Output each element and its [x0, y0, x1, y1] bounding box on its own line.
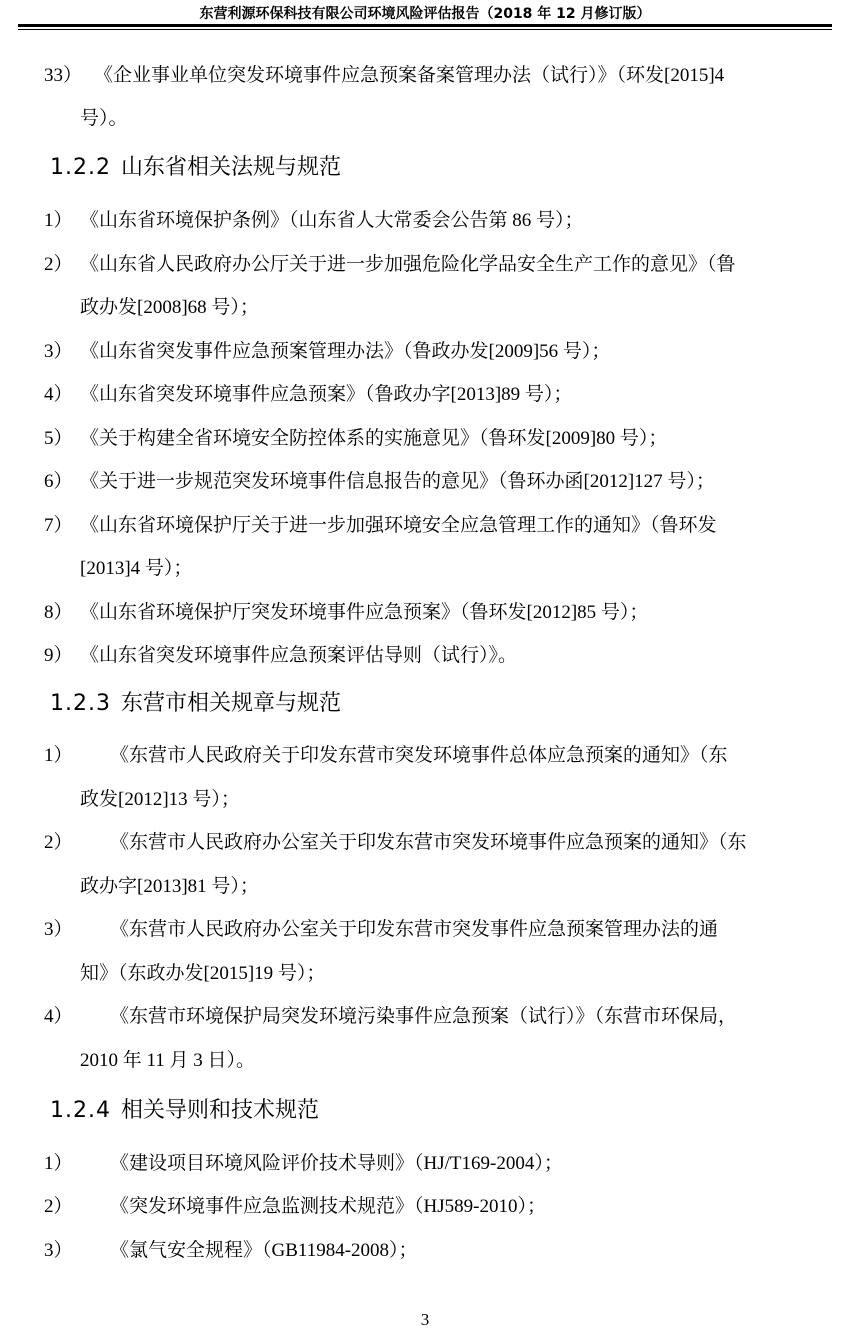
section-heading [50, 690, 341, 718]
list-item-text: 《山东省环境保护条例》（山东省人大常委会公告第 86 号）； [80, 210, 584, 231]
list-item-text: 《突发环境事件应急监测技术规范》（HJ589-2010）； [110, 1196, 546, 1217]
list-item-number: 33） [44, 65, 83, 86]
header-title: 东营利源环保科技有限公司环境风险评估报告（2018 年 12 月修订版） [199, 6, 651, 22]
list-item-text-continued: 2010 年 11 月 3 日）。 [80, 1050, 256, 1071]
page-number: 3 [420, 1310, 430, 1329]
section-number: 1.2.3 [50, 691, 111, 716]
list-item-text: 《东营市环境保护局突发环境污染事件应急预案（试行）》（东营市环保局， [110, 1006, 738, 1027]
list-item-text-continued: [2013]4 号）； [80, 558, 193, 579]
list-item-number: 3） [44, 919, 73, 940]
list-item-text: 《关于进一步规范突发环境事件信息报告的意见》（鲁环办函[2012]127 号）； [80, 471, 715, 492]
section-title: 相关导则和技术规范 [120, 1098, 319, 1123]
list-item-number: 1） [44, 745, 73, 766]
list-item-text: 《山东省突发事件应急预案管理办法》（鲁政办发[2009]56 号）； [80, 341, 611, 362]
list-item-number: 1） [44, 210, 73, 231]
list-item-number: 6） [44, 471, 73, 492]
list-item-number: 1） [44, 1153, 73, 1174]
list-item-text: 《建设项目环境风险评价技术导则》（HJ/T169-2004）； [110, 1153, 563, 1174]
section-number: 1.2.4 [50, 1098, 111, 1123]
section-number: 1.2.2 [50, 155, 111, 180]
list-item-number: 4） [44, 1006, 73, 1027]
list-item-number: 3） [44, 341, 73, 362]
list-item-text-continued: 号）。 [80, 108, 128, 129]
list-item-number: 2） [44, 1196, 73, 1217]
header-rule-thin [18, 29, 832, 30]
list-item-text: 《东营市人民政府办公室关于印发东营市突发环境事件应急预案的通知》（东 [110, 832, 747, 853]
list-item-number: 9） [44, 645, 73, 666]
list-item-number: 8） [44, 602, 73, 623]
list-item-text-continued: 知》（东政办发[2015]19 号）； [80, 963, 326, 984]
list-item-text: 《山东省突发环境事件应急预案》（鲁政办字[2013]89 号）； [80, 384, 573, 405]
list-item-text-continued: 政办字[2013]81 号）； [80, 876, 259, 897]
section-heading [50, 1097, 319, 1125]
section-heading [50, 154, 341, 182]
list-item-number: 4） [44, 384, 73, 405]
list-item-text: 《氯气安全规程》（GB11984-2008）； [110, 1240, 418, 1261]
list-item-number: 2） [44, 254, 73, 275]
list-item-text: 《东营市人民政府办公室关于印发东营市突发事件应急预案管理办法的通 [110, 919, 719, 940]
list-item-text: 《关于构建全省环境安全防控体系的实施意见》（鲁环发[2009]80 号）； [80, 428, 668, 449]
list-item-text: 《山东省人民政府办公厅关于进一步加强危险化学品安全生产工作的意见》（鲁 [80, 254, 736, 275]
list-item-number: 2） [44, 832, 73, 853]
section-title: 东营市相关规章与规范 [120, 691, 341, 716]
list-item-text: 《山东省突发环境事件应急预案评估导则（试行）》。 [80, 645, 518, 666]
list-item-text-continued: 政办发[2008]68 号）； [80, 297, 259, 318]
list-item-text: 《山东省环境保护厅突发环境事件应急预案》（鲁环发[2012]85 号）； [80, 602, 649, 623]
list-item-text-continued: 政发[2012]13 号）； [80, 789, 240, 810]
list-item-number: 3） [44, 1240, 73, 1261]
list-item-number: 5） [44, 428, 73, 449]
list-item-text: 《企业事业单位突发环境事件应急预案备案管理办法（试行）》（环发[2015]4 [94, 65, 725, 86]
header-rule-thick [18, 24, 832, 27]
list-item-text: 《东营市人民政府关于印发东营市突发环境事件总体应急预案的通知》（东 [110, 745, 728, 766]
section-title: 山东省相关法规与规范 [120, 155, 341, 180]
page-header [0, 0, 850, 28]
list-item-text: 《山东省环境保护厅关于进一步加强环境安全应急管理工作的通知》（鲁环发 [80, 515, 717, 536]
list-item-number: 7） [44, 515, 73, 536]
